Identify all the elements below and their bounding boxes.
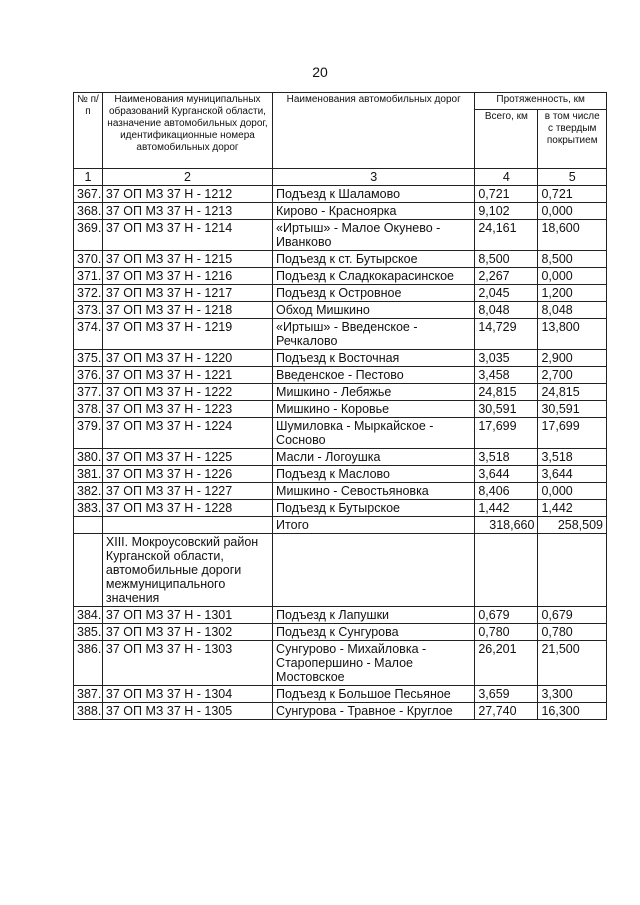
road-name: Подъезд к Островное — [273, 285, 475, 302]
header-road-name: Наименования автомобильных дорог — [273, 93, 475, 169]
road-length-hard: 1,200 — [538, 285, 607, 302]
road-id: 37 ОП МЗ 37 Н - 1305 — [102, 703, 272, 720]
total-id-cell — [102, 517, 272, 534]
table-row — [74, 319, 607, 350]
road-length-total: 24,815 — [475, 384, 538, 401]
road-name: Подъезд к Бутырское — [273, 500, 475, 517]
road-id: 37 ОП МЗ 37 Н - 1213 — [102, 203, 272, 220]
road-length-total: 3,644 — [475, 466, 538, 483]
road-id: 37 ОП МЗ 37 Н - 1219 — [102, 319, 272, 350]
section-row — [74, 534, 607, 607]
road-name: Подъезд к Восточная — [273, 350, 475, 367]
road-length-hard: 2,900 — [538, 350, 607, 367]
road-length-hard: 24,815 — [538, 384, 607, 401]
header-length: Протяженность, км — [475, 93, 607, 110]
road-name: «Иртыш» - Малое Окунево - Иванково — [273, 220, 475, 251]
row-number: 371. — [74, 268, 103, 285]
row-number: 380. — [74, 449, 103, 466]
road-id: 37 ОП МЗ 37 Н - 1212 — [102, 186, 272, 203]
road-id: 37 ОП МЗ 37 Н - 1217 — [102, 285, 272, 302]
road-name: Сунгурова - Травное - Круглое — [273, 703, 475, 720]
total-row — [74, 517, 607, 534]
road-name: Подъезд к Маслово — [273, 466, 475, 483]
table-row — [74, 367, 607, 384]
total-length: 318,660 — [475, 517, 538, 534]
row-number: 372. — [74, 285, 103, 302]
road-length-total: 0,679 — [475, 607, 538, 624]
road-length-total: 8,048 — [475, 302, 538, 319]
road-length-total: 27,740 — [475, 703, 538, 720]
road-length-hard: 0,000 — [538, 483, 607, 500]
roads-table — [73, 92, 607, 720]
row-number: 378. — [74, 401, 103, 418]
table-row — [74, 350, 607, 367]
row-number: 374. — [74, 319, 103, 350]
road-length-hard: 0,000 — [538, 203, 607, 220]
road-id: 37 ОП МЗ 37 Н - 1303 — [102, 641, 272, 686]
road-id: 37 ОП МЗ 37 Н - 1214 — [102, 220, 272, 251]
road-name: Подъезд к Сунгурова — [273, 624, 475, 641]
header-municipal: Наименования муниципальных образований Курганской области, назначение автомобильных дорог, идентификационные номера автомобильных дорог — [102, 93, 272, 169]
road-length-total: 8,406 — [475, 483, 538, 500]
road-name: Шумиловка - Мыркайское - Сосново — [273, 418, 475, 449]
road-name: Масли - Логоушка — [273, 449, 475, 466]
road-name: Подъезд к Шаламово — [273, 186, 475, 203]
total-label: Итого — [273, 517, 475, 534]
road-id: 37 ОП МЗ 37 Н - 1215 — [102, 251, 272, 268]
total-section — [74, 517, 607, 607]
table-row — [74, 641, 607, 686]
road-length-hard: 3,518 — [538, 449, 607, 466]
road-id: 37 ОП МЗ 37 Н - 1218 — [102, 302, 272, 319]
road-name: Обход Мишкино — [273, 302, 475, 319]
table-row — [74, 418, 607, 449]
column-number: 1 — [74, 169, 103, 186]
column-number: 5 — [538, 169, 607, 186]
road-length-total: 24,161 — [475, 220, 538, 251]
table-row — [74, 203, 607, 220]
road-length-total: 8,500 — [475, 251, 538, 268]
row-number: 382. — [74, 483, 103, 500]
row-number: 367. — [74, 186, 103, 203]
column-number: 3 — [273, 169, 475, 186]
road-name: «Иртыш» - Введенское - Речкалово — [273, 319, 475, 350]
road-length-hard: 8,500 — [538, 251, 607, 268]
road-length-total: 0,780 — [475, 624, 538, 641]
road-length-total: 17,699 — [475, 418, 538, 449]
road-name: Мишкино - Коровье — [273, 401, 475, 418]
road-id: 37 ОП МЗ 37 Н - 1225 — [102, 449, 272, 466]
table-row — [74, 449, 607, 466]
row-number: 370. — [74, 251, 103, 268]
row-number: 381. — [74, 466, 103, 483]
rows-section-b — [74, 607, 607, 720]
table-row — [74, 384, 607, 401]
road-length-total: 3,659 — [475, 686, 538, 703]
road-name: Введенское - Пестово — [273, 367, 475, 384]
header-hard-surface: в том числе с твердым покрытием — [538, 110, 607, 169]
column-number: 2 — [102, 169, 272, 186]
table-row — [74, 285, 607, 302]
road-length-total: 9,102 — [475, 203, 538, 220]
road-length-hard: 0,000 — [538, 268, 607, 285]
table-row — [74, 251, 607, 268]
table-row — [74, 607, 607, 624]
row-number: 386. — [74, 641, 103, 686]
header-number: № п/п — [74, 93, 103, 169]
column-number: 4 — [475, 169, 538, 186]
row-number: 388. — [74, 703, 103, 720]
row-number: 373. — [74, 302, 103, 319]
row-number: 377. — [74, 384, 103, 401]
road-name: Подъезд к Большое Песьяное — [273, 686, 475, 703]
road-name: Сунгурово - Михайловка - Старопершино - Малое Мостовское — [273, 641, 475, 686]
road-id: 37 ОП МЗ 37 Н - 1222 — [102, 384, 272, 401]
road-length-hard: 0,721 — [538, 186, 607, 203]
row-number: 379. — [74, 418, 103, 449]
road-name: Мишкино - Лебяжье — [273, 384, 475, 401]
road-id: 37 ОП МЗ 37 Н - 1220 — [102, 350, 272, 367]
road-length-total: 2,267 — [475, 268, 538, 285]
column-numbers-row — [74, 169, 607, 186]
rows-section-a — [74, 186, 607, 517]
road-length-total: 3,518 — [475, 449, 538, 466]
table-row — [74, 186, 607, 203]
road-name: Подъезд к Сладкокарасинское — [273, 268, 475, 285]
table-row — [74, 401, 607, 418]
road-length-hard: 3,644 — [538, 466, 607, 483]
road-length-hard: 21,500 — [538, 641, 607, 686]
road-length-total: 26,201 — [475, 641, 538, 686]
row-number: 384. — [74, 607, 103, 624]
road-length-hard: 16,300 — [538, 703, 607, 720]
road-name: Кирово - Красноярка — [273, 203, 475, 220]
table-row — [74, 220, 607, 251]
road-length-hard: 17,699 — [538, 418, 607, 449]
row-number: 368. — [74, 203, 103, 220]
row-number: 376. — [74, 367, 103, 384]
road-length-total: 1,442 — [475, 500, 538, 517]
row-number: 369. — [74, 220, 103, 251]
road-length-total: 3,035 — [475, 350, 538, 367]
road-length-hard: 30,591 — [538, 401, 607, 418]
total-hard-length: 258,509 — [538, 517, 607, 534]
road-name: Подъезд к ст. Бутырское — [273, 251, 475, 268]
table-row — [74, 500, 607, 517]
row-number: 383. — [74, 500, 103, 517]
page-number: 20 — [312, 64, 328, 80]
section-hard-cell — [538, 534, 607, 607]
header-total: Всего, км — [475, 110, 538, 169]
road-id: 37 ОП МЗ 37 Н - 1224 — [102, 418, 272, 449]
road-length-hard: 1,442 — [538, 500, 607, 517]
road-id: 37 ОП МЗ 37 Н - 1227 — [102, 483, 272, 500]
table-row — [74, 686, 607, 703]
road-length-total: 0,721 — [475, 186, 538, 203]
row-number: 387. — [74, 686, 103, 703]
table-row — [74, 624, 607, 641]
table-row — [74, 703, 607, 720]
road-length-total: 30,591 — [475, 401, 538, 418]
section-total-cell — [475, 534, 538, 607]
road-id: 37 ОП МЗ 37 Н - 1226 — [102, 466, 272, 483]
table-row — [74, 466, 607, 483]
road-length-hard: 13,800 — [538, 319, 607, 350]
road-id: 37 ОП МЗ 37 Н - 1228 — [102, 500, 272, 517]
road-name: Мишкино - Севостьяновка — [273, 483, 475, 500]
road-length-hard: 0,679 — [538, 607, 607, 624]
table-row — [74, 268, 607, 285]
road-length-hard: 2,700 — [538, 367, 607, 384]
road-name: Подъезд к Лапушки — [273, 607, 475, 624]
road-length-total: 3,458 — [475, 367, 538, 384]
road-id: 37 ОП МЗ 37 Н - 1304 — [102, 686, 272, 703]
road-id: 37 ОП МЗ 37 Н - 1302 — [102, 624, 272, 641]
section-number-cell — [74, 534, 103, 607]
table-row — [74, 483, 607, 500]
road-id: 37 ОП МЗ 37 Н - 1221 — [102, 367, 272, 384]
road-length-hard: 0,780 — [538, 624, 607, 641]
road-length-total: 2,045 — [475, 285, 538, 302]
row-number: 375. — [74, 350, 103, 367]
road-length-total: 14,729 — [475, 319, 538, 350]
road-length-hard: 3,300 — [538, 686, 607, 703]
road-length-hard: 18,600 — [538, 220, 607, 251]
road-id: 37 ОП МЗ 37 Н - 1301 — [102, 607, 272, 624]
table-row — [74, 302, 607, 319]
road-id: 37 ОП МЗ 37 Н - 1223 — [102, 401, 272, 418]
section-road-cell — [273, 534, 475, 607]
section-title: XIII. Мокроусовский район Курганской области, автомобильные дороги межмуниципального значения — [102, 534, 272, 607]
total-number-cell — [74, 517, 103, 534]
road-id: 37 ОП МЗ 37 Н - 1216 — [102, 268, 272, 285]
road-length-hard: 8,048 — [538, 302, 607, 319]
row-number: 385. — [74, 624, 103, 641]
